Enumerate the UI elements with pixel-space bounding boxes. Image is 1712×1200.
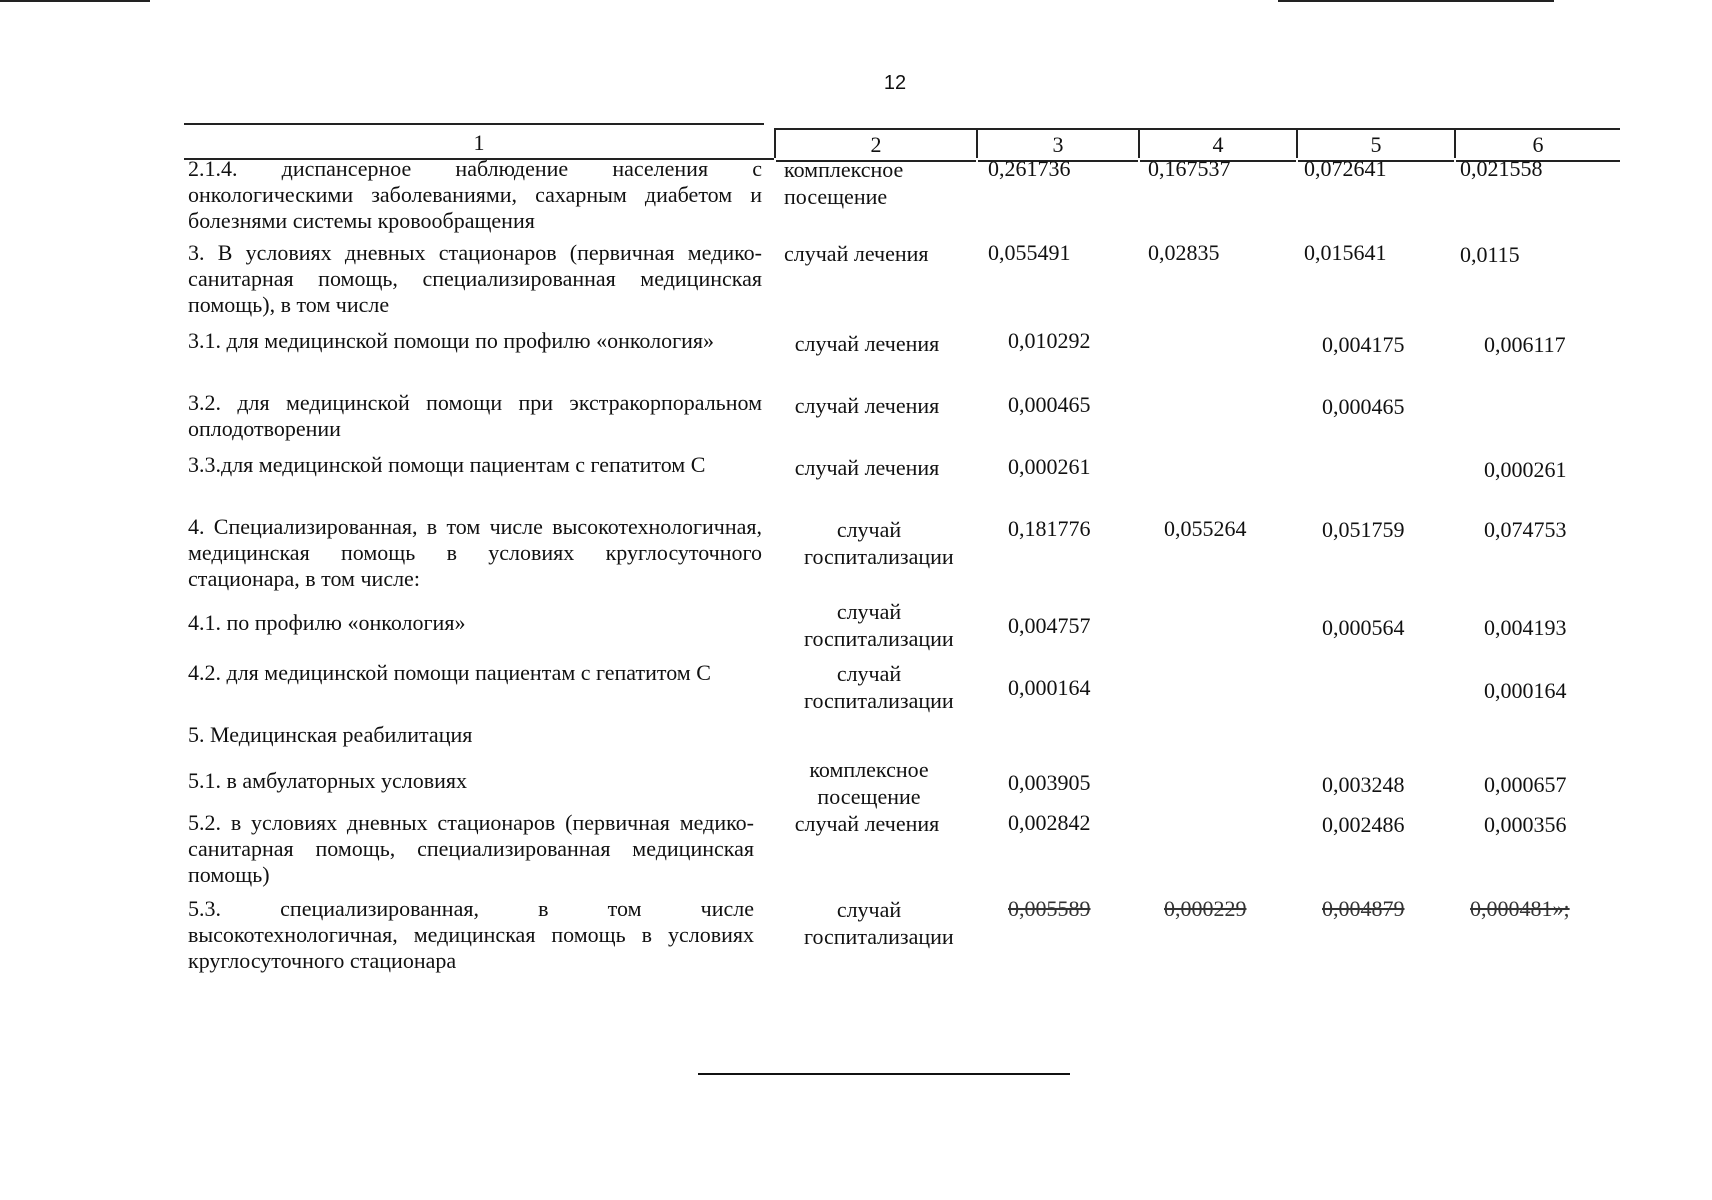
value-col-6: 0,0115	[1460, 242, 1520, 267]
row-label: 3.3.для медицинской помощи пациентам с гепатитом С	[188, 452, 706, 477]
header-cell: 1	[184, 128, 774, 160]
page-number: 12	[883, 72, 907, 94]
value-col-5: 0,004879	[1322, 896, 1405, 921]
value-col-5: 0,000564	[1322, 615, 1405, 640]
value-col-3: 0,004757	[1008, 613, 1091, 638]
row-label: 5. Медицинская реабилитация	[188, 722, 473, 747]
value-col-3: 0,010292	[1008, 328, 1091, 353]
value-col-6: 0,021558	[1460, 156, 1543, 181]
value-col-4: 0,02835	[1148, 240, 1220, 265]
value-col-4: 0,055264	[1164, 516, 1247, 541]
value-col-6: 0,000164	[1484, 678, 1567, 703]
closing-rule	[698, 1073, 1070, 1075]
value-col-6: 0,000356	[1484, 812, 1567, 837]
value-col-3: 0,003905	[1008, 770, 1091, 795]
value-col-6: 0,006117	[1484, 332, 1566, 357]
value-col-3: 0,000164	[1008, 675, 1091, 700]
header-cell: 5	[1298, 128, 1454, 162]
value-col-3: 0,002842	[1008, 810, 1091, 835]
header-cell: 2	[776, 128, 976, 162]
row-unit: комплексное посещение	[784, 157, 904, 209]
value-col-3: 0,055491	[988, 240, 1071, 265]
row-unit: случай лечения	[784, 241, 929, 266]
row-unit: случай госпитализации	[804, 897, 954, 949]
value-col-5: 0,004175	[1322, 332, 1405, 357]
row-unit: случай госпитализации	[804, 517, 954, 569]
value-col-3: 0,005589	[1008, 896, 1091, 921]
row-unit: случай лечения	[794, 455, 940, 480]
header-cell: 6	[1456, 128, 1620, 162]
value-col-5: 0,072641	[1304, 156, 1387, 181]
table-header	[184, 128, 1620, 158]
row-label: 4. Специализированная, в том числе высокотехнологичная, медицинская помощь в условиях круглосуточного стационара, в том числе:	[188, 514, 762, 591]
row-unit: случай лечения	[794, 331, 940, 356]
row-unit: случай лечения	[794, 393, 940, 418]
row-label: 4.2. для медицинской помощи пациентам с гепатитом С	[188, 660, 711, 685]
row-label: 3.1. для медицинской помощи по профилю «онкология»	[188, 328, 715, 353]
value-col-3: 0,181776	[1008, 516, 1091, 541]
row-unit: случай лечения	[794, 811, 940, 836]
value-col-6: 0,000481»;	[1470, 896, 1570, 921]
scan-edge-line	[1278, 0, 1554, 2]
header-cell: 3	[978, 128, 1138, 162]
value-col-4: 0,000229	[1164, 896, 1247, 921]
value-col-5: 0,015641	[1304, 240, 1387, 265]
row-unit: случай госпитализации	[804, 661, 954, 713]
row-label: 4.1. по профилю «онкология»	[188, 610, 466, 635]
row-label: 5.2. в условиях дневных стационаров (первичная медико-санитарная помощь, специализированная медицинская помощь)	[188, 810, 754, 887]
value-col-3: 0,000465	[1008, 392, 1091, 417]
table-top-rule	[184, 123, 764, 125]
row-label: 3.2. для медицинской помощи при экстракорпоральном оплодотворении	[188, 390, 762, 441]
value-col-5: 0,002486	[1322, 812, 1405, 837]
row-unit: случай госпитализации	[804, 599, 954, 651]
value-col-6: 0,000657	[1484, 772, 1567, 797]
value-col-3: 0,261736	[988, 156, 1071, 181]
row-label: 2.1.4. диспансерное наблюдение населения с онкологическими заболеваниями, сахарным диабетом и болезнями системы кровообращения	[188, 156, 762, 233]
value-col-5: 0,003248	[1322, 772, 1405, 797]
row-unit: комплексное посещение	[809, 757, 929, 809]
row-label: 5.1. в амбулаторных условиях	[188, 768, 468, 793]
value-col-6: 0,000261	[1484, 457, 1567, 482]
value-col-5: 0,051759	[1322, 517, 1405, 542]
value-col-5: 0,000465	[1322, 394, 1405, 419]
value-col-4: 0,167537	[1148, 156, 1231, 181]
value-col-6: 0,074753	[1484, 517, 1567, 542]
value-col-6: 0,004193	[1484, 615, 1567, 640]
scan-edge-line	[0, 0, 150, 2]
row-label: 3. В условиях дневных стационаров (первичная медико-санитарная помощь, специализированная медицинская помощь), в том числе	[188, 240, 762, 317]
row-label: 5.3. специализированная, в том числе высокотехнологичная, медицинская помощь в условиях круглосуточного стационара	[188, 896, 754, 973]
header-cell: 4	[1140, 128, 1296, 162]
value-col-3: 0,000261	[1008, 454, 1091, 479]
